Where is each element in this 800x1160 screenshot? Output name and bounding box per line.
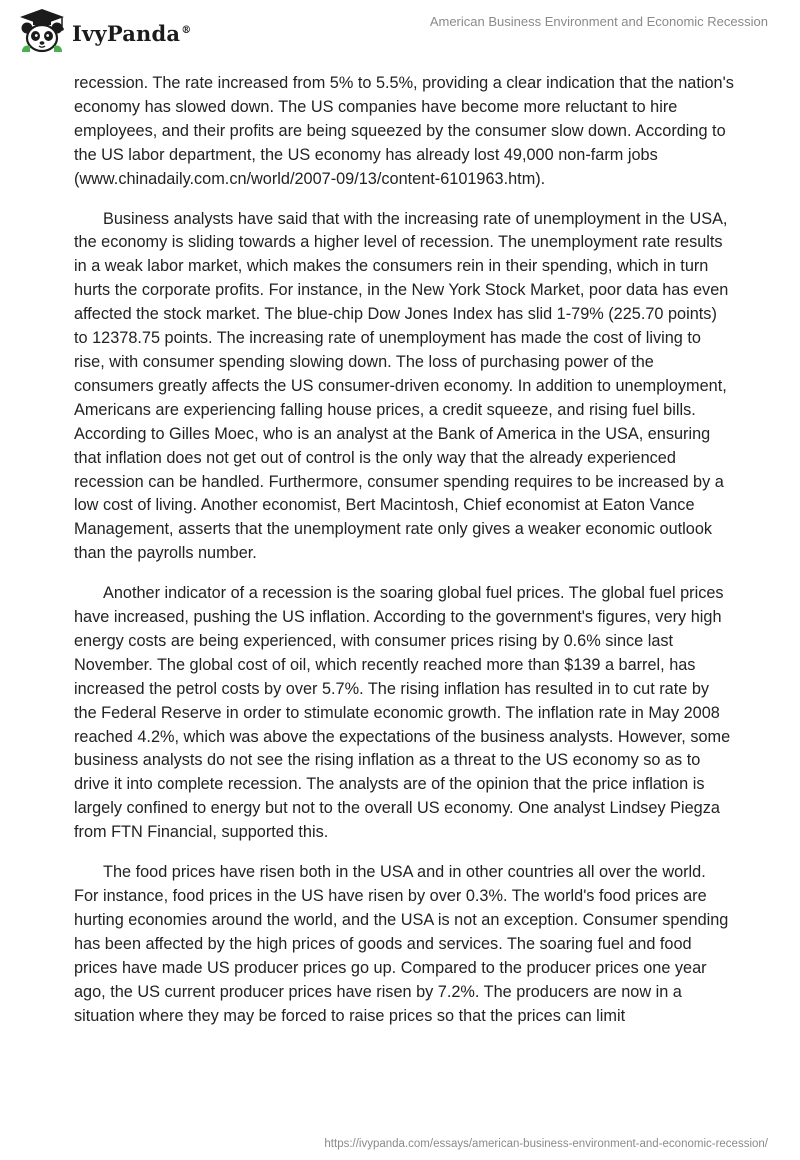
panda-graduate-icon (14, 6, 70, 54)
paragraph: Another indicator of a recession is the soaring global fuel prices. The global fuel prices have increased, pushing the US inflation. According to the government's figures, very high energy costs are being experienced, with consumer prices rising by 0.6% since last November. The global cost of oil, which recently reached more than $139 a barrel, has increased the petrol costs by over 5.7%. The rising inflation has resulted in to cut rate by the Federal Reserve in order to stimulate economic growth. The inflation rate in May 2008 reached 4.2%, which was above the expectations of the business analysts. However, some business analysts do not see the rising inflation as a threat to the US economy so as to drive it into complete recession. The analysts are of the opinion that the price inflation is largely confined to energy but not to the overall US economy. One analyst Lindsey Piegza from FTN Financial, supported this. (74, 584, 731, 842)
document-title: American Business Environment and Economic Recession (429, 14, 768, 29)
paragraph: Business analysts have said that with the increasing rate of unemployment in the USA, the economy is sliding towards a higher level of recession. The unemployment rate results in a weak labor market, which makes the consumers rein in their spending, which in turn hurts the corporate profits. For instance, in the New York Stock Market, poor data has even affected the stock market. The blue-chip Dow Jones Index has slid 1-79% (225.70 points) to 12378.75 points. The increasing rate of unemployment has made the cost of living to rise, with consumer spending slowing down. The loss of purchasing power of the consumers greatly affects the US consumer-driven economy. In addition to unemployment, Americans are experiencing falling house prices, a credit squeeze, and rising fuel bills. According to Gilles Moec, who is an analyst at the Bank of America in the USA, ensuring that inflation does not get out of control is the only way that the already experienced recession can be handled. Furthermore, consumer spending requires to be increased by a low cost of living. Another economist, Bert Macintosh, Chief economist at Eaton Vance Management, asserts that the unemployment rate only gives a weaker economic outlook than the payrolls number. (74, 209, 729, 563)
paragraph: The food prices have risen both in the USA and in other countries all over the world. For instance, food prices in the US have risen by over 0.3%. The world's food prices are hurting economies around the world, and the USA is not an exception. Consumer spending has been affected by the high prices of goods and services. The soaring fuel and food prices have made US producer prices go up. Compared to the producer prices one year ago, the US current producer prices have risen by 7.2%. The producers are now in a situation where they may be forced to raise prices so that the prices can limit (74, 863, 729, 1025)
registered-mark: ® (181, 24, 192, 36)
ivypanda-logo[interactable] (14, 6, 191, 54)
paragraph: recession. The rate increased from 5% to 5.5%, providing a clear indication that the nation's economy has slowed down. The US companies have become more reluctant to hire employees, and their profits are being squeezed by the consumer slow down. According to the US labor department, the US economy has already lost 49,000 non-farm jobs (www.chinadaily.com.cn/world/2007-09/13/content-6101963.htm). (74, 74, 734, 188)
essay-body (74, 72, 734, 1044)
page-header (0, 0, 800, 60)
source-url[interactable]: https://ivypanda.com/essays/american-business-environment-and-economic-recession/ (324, 1138, 768, 1150)
brand-name: IvyPanda® (72, 20, 192, 46)
